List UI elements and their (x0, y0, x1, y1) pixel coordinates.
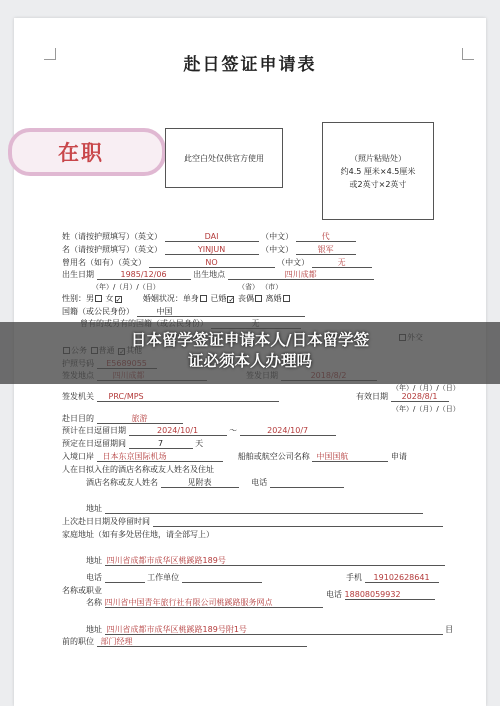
port-row: 入境口岸 日本东京国际机场 船舶或航空公司名称 中国国航 申请 (62, 452, 407, 461)
date-hint: （年）/（月）/（日） (92, 283, 160, 291)
birth-row: 出生日期 1985/12/06 出生地点 四川成都 (62, 270, 374, 280)
checkbox-widowed[interactable] (255, 295, 262, 302)
date-hint: （年）/（月）/（日） (392, 405, 460, 413)
work-phone-row: 电话 18808059932 (326, 590, 435, 600)
checkbox-female[interactable] (115, 296, 122, 303)
stay-date-row: 预计在日逗留日期 2024/10/1 ～ 2024/10/7 (62, 426, 336, 436)
stay-length-row: 预定在日逗留期间 7 天 (62, 439, 204, 448)
status-stamp: 在职 (8, 128, 166, 176)
home-address-row: 地址 四川省成都市成华区桃蹊路189号 (86, 556, 445, 566)
date-hint: （年）/（月）/（日） (392, 384, 460, 392)
hotel-intro: 人在日拟入住的酒店名称或友人姓名及住址 (62, 465, 214, 474)
home-intro: 家庭地址（如有多处居住地，请全部写上） (62, 530, 214, 539)
work-intro: 名称或职业 (62, 586, 102, 595)
place-hint: （省） （市） (238, 283, 283, 291)
checkbox-married[interactable] (227, 296, 234, 303)
last-visit-row: 上次赴日日期及停留时间 (62, 517, 443, 527)
issuer-row: 签发机关 PRC/MPS (62, 392, 279, 402)
mobile-row: 手机 19102628641 (346, 573, 439, 583)
nationality-row: 国籍（或公民身份） 中国 (62, 307, 305, 317)
surname-row: 姓（请按护照填写）（英文） DAI （中文） 代 (62, 232, 356, 242)
checkbox-single[interactable] (200, 295, 207, 302)
hotel-row: 酒店名称或友人姓名 见附表 电话 (86, 478, 344, 488)
purpose-row: 赴日目的 旅游 (62, 414, 183, 424)
position-row: 前的职位 部门经理 (62, 637, 307, 647)
form-title: 赴日签证申请表 (183, 55, 317, 75)
home-phone-row: 电话 工作单位 (86, 573, 262, 583)
photo-box: （照片粘贴处） 约4.5 厘米×4.5厘米 或2英寸×2英寸 (322, 122, 434, 220)
sex-marital-row: 性别：男 女✓ 婚姻状况：单身 已婚✓ 丧偶 离婚 (62, 294, 291, 304)
given-name-row: 名（请按护照填写）（英文） YINJUN （中文） 银军 (62, 245, 356, 255)
expiry-row: 有效日期 2028/8/1 (356, 392, 449, 402)
hotel-address: 地址 (86, 504, 423, 514)
official-use-box: 此空白处仅供官方使用 (165, 128, 283, 188)
work-name-row: 名称 四川省中国青年旅行社有限公司桃蹊路服务网点 (86, 598, 323, 608)
work-address-row: 地址 四川省成都市成华区桃蹊路189号附1号 目 (86, 625, 454, 634)
banner-title: 日本留学签证申请本人/日本留学签 证必须本人办理吗 (130, 331, 370, 370)
former-name-row: 曾用名（如有）（英文） NO （中文） 无 (62, 258, 372, 268)
checkbox-male[interactable] (95, 295, 102, 302)
checkbox-divorced[interactable] (283, 295, 290, 302)
